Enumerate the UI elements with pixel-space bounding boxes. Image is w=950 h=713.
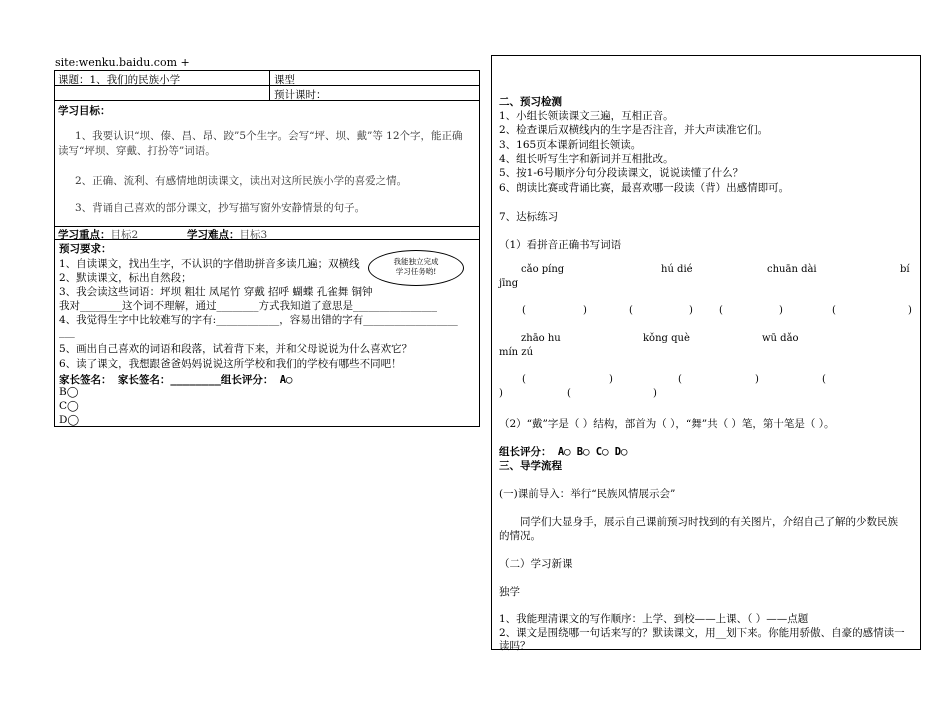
grade-c: C◯ [59, 400, 79, 412]
speech-bubble [368, 250, 464, 286]
hours-row [55, 86, 479, 101]
pinyin-title: （1）看拼音正确书写词语 [499, 239, 622, 251]
planned-hours-label: 预计课时： [274, 89, 327, 101]
paren: ) [499, 388, 503, 399]
goal-2: 2、正确、流利、有感情地朗读课文，读出对这所民族小学的喜爱之情。 [75, 175, 408, 187]
section-7-title: 7、达标练习 [499, 211, 559, 223]
key-row [55, 227, 479, 240]
paren: ) [689, 305, 693, 316]
check-1: 1、小组长领读课文三遍，互相正音。 [499, 110, 674, 122]
check-2: 2、检查课后双横线内的生字是否注音，并大声读准它们。 [499, 124, 769, 136]
solo-study: 独学 [499, 586, 520, 598]
prep-5: 5、画出自己喜欢的词语和段落，试着背下来，并和父母说说为什么喜欢它？ [59, 343, 413, 355]
paren: ( [832, 305, 836, 316]
pinyin-3: chuān dài [767, 264, 817, 275]
paren: ) [908, 305, 912, 316]
paren: ( [567, 388, 571, 399]
group-score: 组长评分： A◯ B◯ C◯ D◯ [499, 446, 628, 458]
pinyin-7: wū dǎo [762, 333, 799, 344]
goals-title: 学习目标： [58, 105, 111, 117]
difficulty-label: 学习难点： [187, 229, 240, 241]
prep-3: 3、我会读这些词语：坪坝 粗壮 凤尾竹 穿戴 招呼 蝴蝶 孔雀舞 铜钟 [59, 286, 373, 298]
check-3: 3、165页本课新词组长领读。 [499, 139, 642, 151]
goal-1: 1、我要认识“坝、傣、昌、昂、跤”5个生字。会写“坪、坝、戴”等 12个字，能正确 [75, 130, 463, 142]
study-1: 1、我能理清课文的写作顺序：上学、到校——上课、（ ）——点题 [499, 613, 809, 625]
prep-3-blank: 我对________这个词不理解，通过________方式我知道了意思是________________ [59, 300, 437, 312]
paren: ( [678, 374, 682, 385]
intro-title: (一)课前导入：举行“民族风情展示会” [499, 488, 676, 500]
source-url: site:wenku.baidu.com + [55, 56, 190, 69]
paren: ) [609, 374, 613, 385]
intro-para: 同学们大显身手，展示自己课前预习时找到的有关图片，介绍自己了解的少数民族 [520, 516, 898, 528]
bubble-line-1: 我能独立完成 [393, 257, 439, 266]
paren: ) [755, 374, 759, 385]
pinyin-5: zhāo hu [521, 333, 561, 344]
paren: ( [822, 374, 826, 385]
section-2-title: 二、预习检测 [499, 96, 562, 108]
prep-title: 预习要求： [59, 243, 112, 255]
paren: ) [653, 388, 657, 399]
lesson-plan-table [54, 70, 480, 427]
study-2-cont: 读吗？ [499, 640, 531, 652]
check-4: 4、组长听写生字和新词并互相批改。 [499, 153, 674, 165]
key-label: 学习重点： [58, 229, 111, 241]
prep-4-cont: ___ [59, 326, 75, 338]
pinyin-4-cont: jīng [499, 278, 519, 289]
paren: ( [719, 305, 723, 316]
prep-2: 2、默读课文，标出自然段； [59, 272, 192, 284]
title-row [55, 71, 479, 86]
study-2: 2、课文是围绕哪一句话来写的？默读课文，用__划下来。你能用骄傲、自豪的感情读一 [499, 627, 905, 639]
parent-signature: 家长签名： 家长签名：________组长评分： A◯ [59, 374, 293, 386]
pinyin-1: cǎo píng [521, 264, 565, 275]
prep-6: 6、读了课文，我想跟爸爸妈妈说说这所学校和我们的学校有哪些不同吧！ [59, 358, 402, 370]
section-3-title: 三、导学流程 [499, 460, 562, 472]
difficulty-value: 目标3 [239, 229, 268, 241]
check-6: 6、朗读比赛或背诵比赛，最喜欢哪一段读（背）出感情即可。 [499, 182, 790, 194]
course-title: 课题：1、我们的民族小学 [58, 74, 181, 86]
paren: ( [522, 374, 526, 385]
course-type-label: 课型 [274, 74, 295, 86]
paren: ( [629, 305, 633, 316]
intro-para-cont: 的情况。 [499, 530, 541, 542]
pinyin-4: bí [900, 264, 910, 275]
paren: ) [779, 305, 783, 316]
grade-d: D◯ [59, 414, 80, 426]
paren: ) [583, 305, 587, 316]
bubble-line-2: 学习任务哟! [395, 267, 437, 276]
paren: ( [522, 305, 526, 316]
goal-3: 3、背诵自己喜欢的部分课文，抄写描写窗外安静情景的句子。 [75, 202, 366, 214]
pinyin-8: mín zú [499, 347, 534, 358]
pinyin-6: kǒng què [643, 333, 690, 344]
check-5: 5、按1-6号顺序分句分段读课文，说说读懂了什么？ [499, 167, 744, 179]
prep-1: 1、自读课文，找出生字，不认识的字借助拼音多读几遍；双横线 [59, 258, 360, 270]
key-value: 目标2 [110, 229, 139, 241]
question-2: （2）“戴”字是（ ）结构，部首为（ ），“舞”共（ ）笔，第十笔是（ ）。 [499, 418, 835, 430]
goal-1-cont: 读写“坪坝、穿戴、打扮等”词语。 [58, 145, 216, 157]
pinyin-2: hú dié [661, 264, 693, 275]
goals-section [55, 101, 479, 227]
grade-b: B◯ [59, 386, 79, 398]
prep-4: 4、我觉得生字中比较难写的字有:____________，容易出错的字有__________________ [59, 314, 458, 326]
new-lesson-title: （二）学习新课 [499, 558, 573, 570]
